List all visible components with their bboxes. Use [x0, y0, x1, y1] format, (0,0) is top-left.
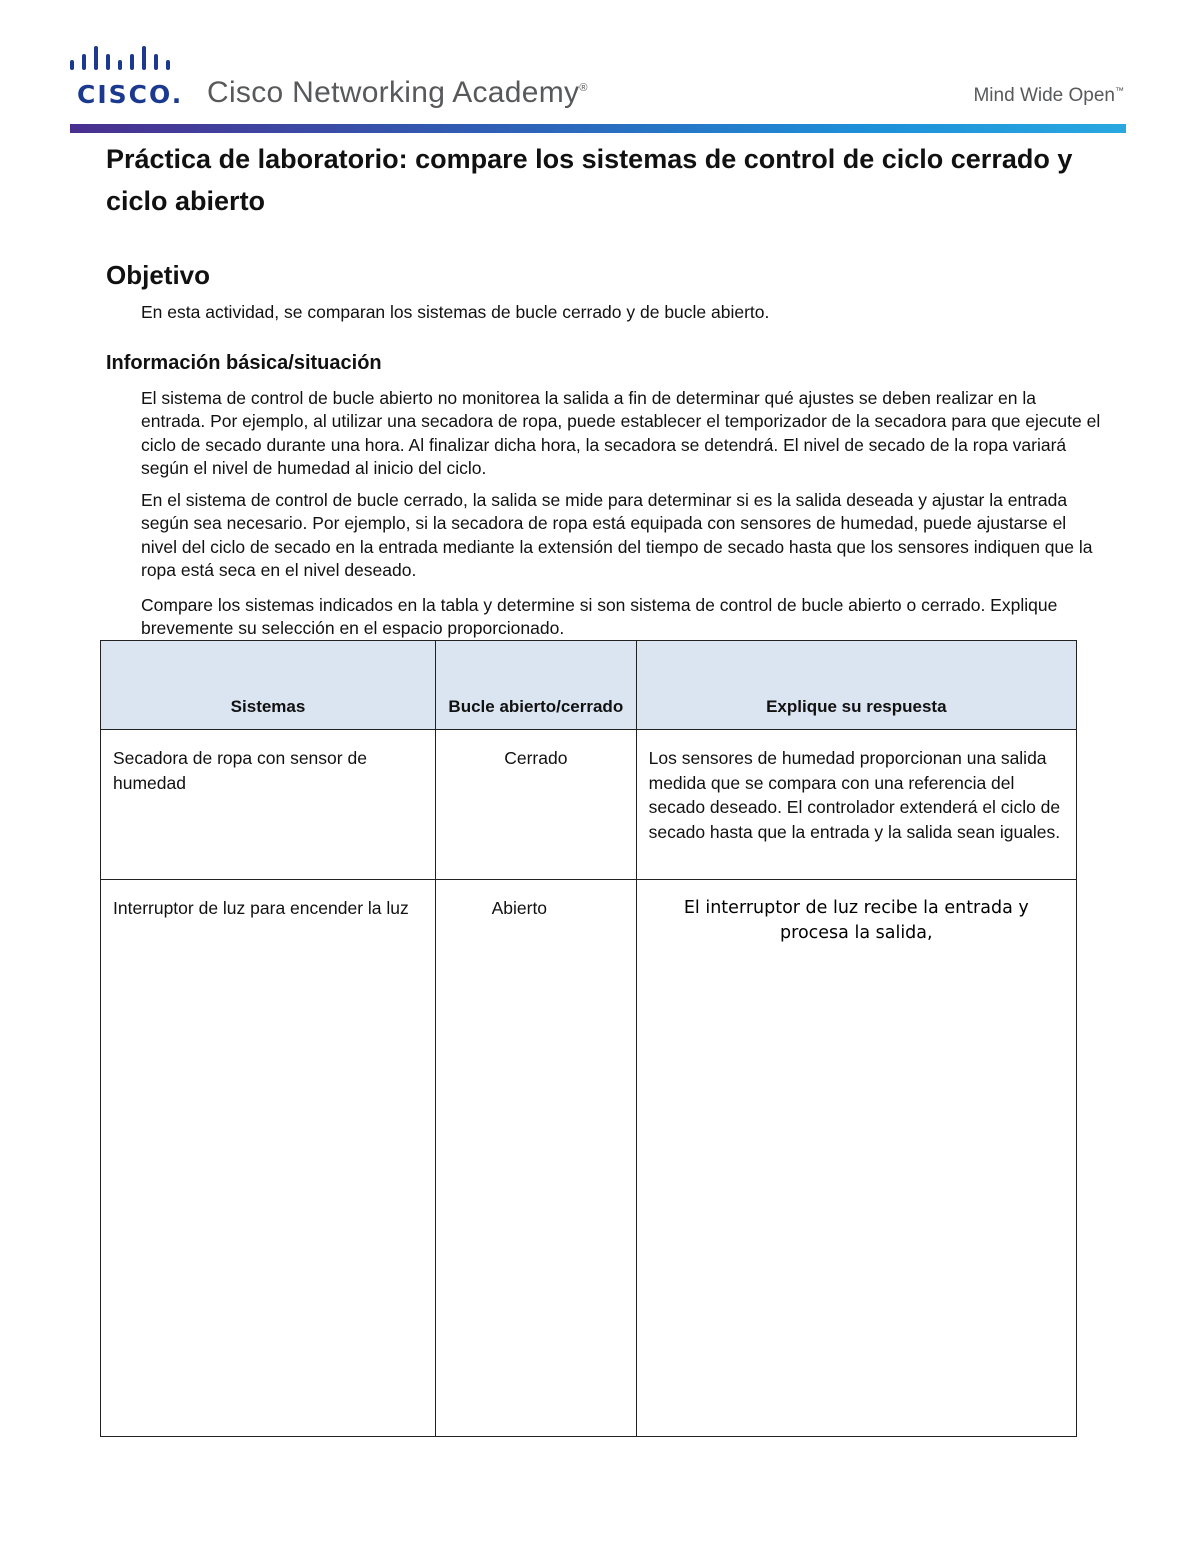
tagline: Mind Wide Open™ — [973, 85, 1124, 106]
explanation-cell: Los sensores de humedad proporcionan una salida medida que se compara con una referencia del secado deseado. El controlador extenderá el ciclo de secado hasta que la entrada y la salida sean iguales. — [636, 730, 1076, 880]
document-title: Práctica de laboratorio: compare los sistemas de control de ciclo cerrado y ciclo abierto — [106, 144, 1073, 216]
product-name: Cisco Networking Academy® — [207, 76, 588, 109]
info-heading: Información básica/situación — [106, 352, 382, 374]
paragraph-open-loop: El sistema de control de bucle abierto no monitorea la salida a fin de determinar qué ajustes se deben realizar en la entrada. Por ejemplo, al utilizar una secadora de ropa, puede establecer el temporizador de la secadora para que ejecute el ciclo de secado durante una hora. Al finalizar dicha hora, la secadora se detendrá. El nivel de secado de la ropa variará según el nivel de humedad al inicio del ciclo. — [141, 388, 1101, 478]
paragraph-closed-loop: En el sistema de control de bucle cerrado, la salida se mide para determinar si es la salida deseada y ajustar la entrada según sea necesario. Por ejemplo, si la secadora de ropa está equipada con sensores de humedad, puede ajustarse el nivel del ciclo de secado en la entrada mediante la extensión del tiempo de secado hasta que los sensores indiquen que la ropa está seca en el nivel deseado. — [141, 490, 1093, 580]
table-row — [101, 730, 1077, 880]
header-sistemas: Sistemas — [101, 641, 436, 730]
loop-cell: Cerrado — [436, 730, 637, 880]
header-bucle: Bucle abierto/cerrado — [436, 641, 637, 730]
explanation-cell[interactable]: El interruptor de luz recibe la entrada y procesa la salida, — [636, 880, 1076, 1437]
system-cell: Secadora de ropa con sensor de humedad — [101, 730, 436, 880]
cisco-logo-icon — [70, 46, 180, 76]
objetivo-text: En esta actividad, se comparan los sistemas de bucle cerrado y de bucle abierto. — [141, 302, 770, 322]
objetivo-heading: Objetivo — [106, 260, 211, 290]
cisco-wordmark: CISCO. — [77, 80, 184, 109]
system-cell: Interruptor de luz para encender la luz — [101, 880, 436, 1437]
paragraph-instructions: Compare los sistemas indicados en la tabla y determine si son sistema de control de bucle abierto o cerrado. Explique brevemente su selección en el espacio proporcionado. — [141, 595, 1058, 639]
table-header-row — [101, 641, 1077, 730]
table-row — [101, 880, 1077, 1437]
loop-cell: Abierto — [436, 880, 637, 1437]
header-explique: Explique su respuesta — [636, 641, 1076, 730]
header-rule — [70, 124, 1126, 133]
systems-table — [100, 640, 1077, 1437]
